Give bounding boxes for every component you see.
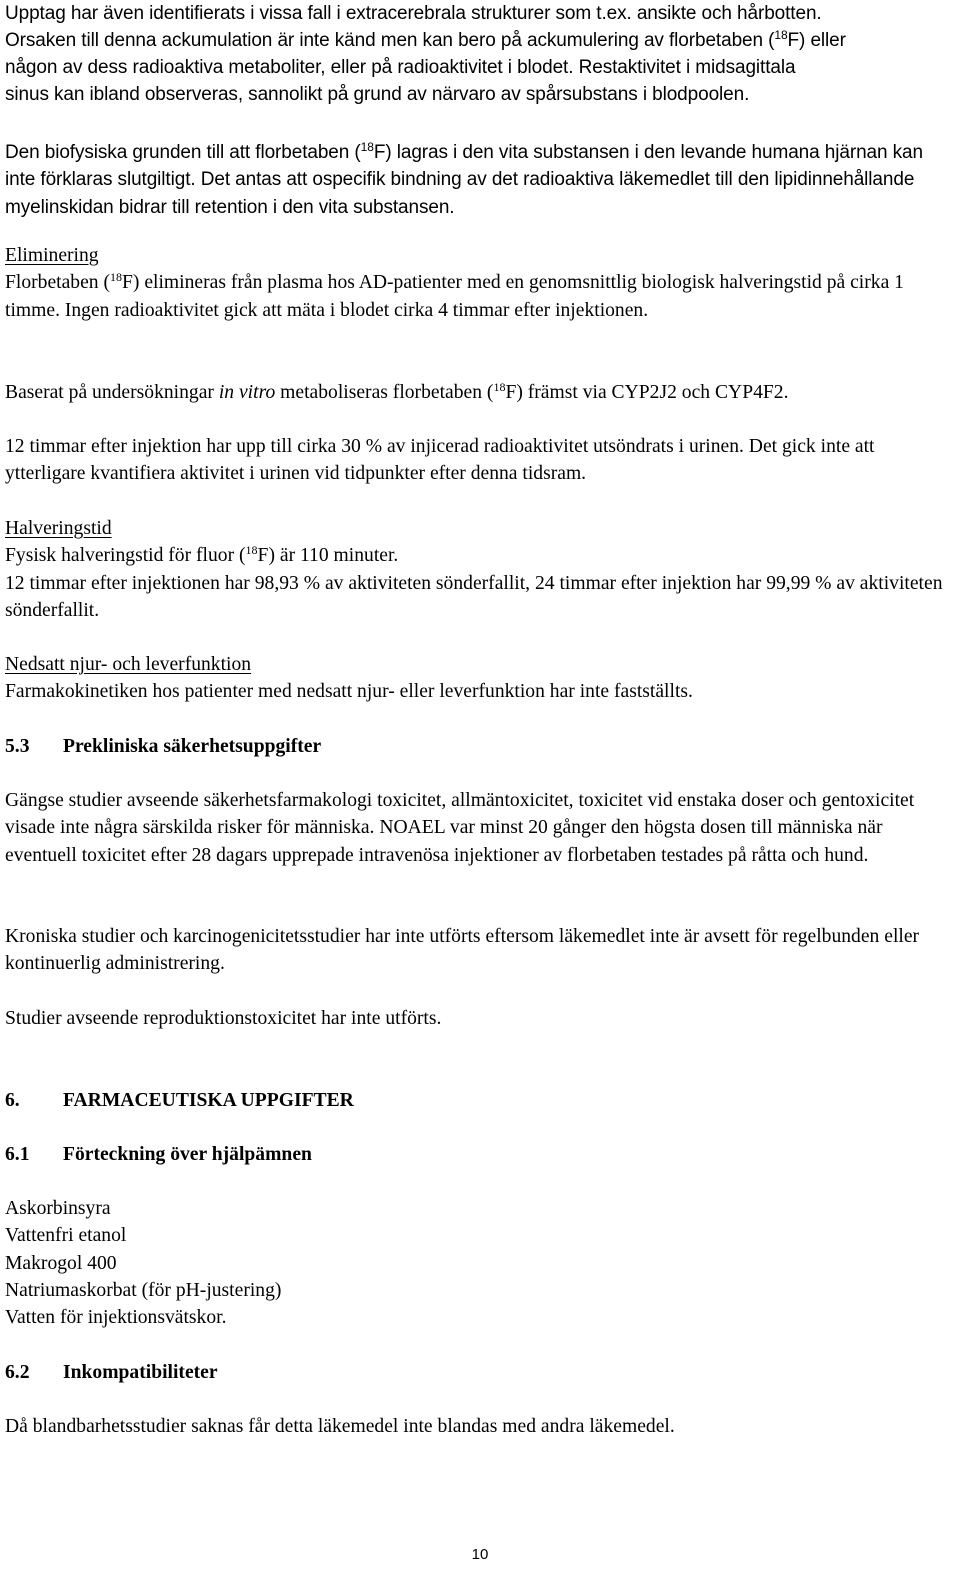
metabolism-text-c: F) främst via CYP2J2 och CYP4F2. [505, 382, 789, 403]
impaired-function-text: Farmakokinetiken hos patienter med nedsatt njur- eller leverfunktion har inte fastställts. [5, 681, 693, 703]
section-title: FARMACEUTISKA UPPGIFTER [63, 1090, 354, 1111]
decay-text: 12 timmar efter injektionen har 98,93 % av aktiviteten sönderfallit, 24 timmar efter injektion har 99,99 % av aktiviteten sönderfallit. [5, 572, 943, 621]
incompatibilities-text: Då blandbarhetsstudier saknas får detta läkemedel inte blandas med andra läkemedel. [5, 1416, 675, 1437]
isotope-superscript: 18 [493, 380, 506, 394]
list-item: Vatten för injektionsvätskor. [5, 1307, 227, 1329]
section-number: 6. [5, 1090, 20, 1111]
paragraph-metabolism [5, 379, 955, 406]
biophysics-text-a: Den biofysiska grunden till att florbetaben ( [5, 142, 361, 163]
isotope-superscript: 18 [774, 28, 788, 42]
half-life-text-b: F) är 110 minuter. [257, 545, 399, 567]
uptake-line-2: Orsaken till denna ackumulation är inte känd men kan bero på ackumulering av florbetaben ( [5, 30, 775, 51]
metabolism-text-b: metaboliseras florbetaben ( [275, 382, 494, 403]
preclinical-text-3: Studier avseende reproduktionstoxicitet har inte utförts. [5, 1008, 442, 1029]
metabolism-text-a: Baserat på undersökningar [5, 382, 219, 403]
page-number: 10 [471, 1546, 489, 1563]
uptake-line-2-end: F) eller [787, 30, 846, 51]
paragraph-incompatibilities [5, 1413, 955, 1440]
list-item: Vattenfri etanol [5, 1225, 127, 1247]
paragraph-preclinical-3 [5, 1005, 955, 1032]
half-life-heading: Halveringstid [5, 518, 112, 539]
section-5-3-heading [5, 733, 321, 760]
elimination-heading: Eliminering [5, 245, 99, 266]
section-number: 5.3 [5, 736, 30, 757]
urine-text: 12 timmar efter injektion har upp till cirka 30 % av injicerad radioaktivitet utsöndrats i urinen. Det gick inte att ytterligare kvantifiera aktivitet i urinen vid tidpunkter efter denna tidsram. [5, 436, 875, 485]
paragraph-preclinical-2 [5, 923, 955, 978]
section-6-heading [5, 1087, 354, 1114]
section-6-2-heading [5, 1359, 218, 1386]
residual-activity-sentence: Restaktivitet i midsagittala [573, 57, 796, 78]
section-6-1-heading [5, 1141, 312, 1168]
section-half-life [5, 515, 955, 624]
section-elimination [5, 242, 955, 324]
elimination-text-a: Florbetaben ( [5, 272, 111, 294]
section-number: 6.1 [5, 1144, 30, 1165]
impaired-function-heading: Nedsatt njur- och leverfunktion [5, 654, 252, 675]
paragraph-preclinical-1 [5, 787, 955, 869]
uptake-line-3: någon av dess radioaktiva metaboliter, eller på radioaktivitet i blodet. [5, 57, 574, 78]
section-title: Förteckning över hjälpämnen [63, 1144, 312, 1165]
elimination-text-b: F) elimineras från plasma hos AD-patienter med en genomsnittlig biologisk halveringstid på cirka 1 timme. Ingen radioaktivitet gick att mäta i blodet cirka 4 timmar efter injektionen. [5, 272, 904, 321]
isotope-superscript: 18 [360, 140, 374, 154]
paragraph-biophysics [5, 134, 955, 221]
biophysics-text-b: F) lagras i den vita substansen i den levande humana hjärnan kan inte förklaras slutgiltigt. [5, 142, 923, 191]
uptake-line-4: sinus kan ibland observeras, sannolikt på grund av närvaro av spårsubstans i blodpoolen. [5, 84, 750, 105]
section-impaired-function [5, 651, 955, 706]
biophysics-text-c: Det antas att ospecifik bindning av det radioaktiva läkemedlet till den lipidinnehållande myelinskidan bidrar till retention i den vita substansen. [5, 169, 915, 218]
paragraph-urine [5, 433, 955, 488]
in-vitro-italic: in vitro [218, 382, 276, 403]
isotope-superscript: 18 [110, 270, 123, 285]
isotope-superscript: 18 [245, 543, 258, 558]
list-item: Makrogol 400 [5, 1252, 117, 1274]
paragraph-uptake [5, 0, 955, 108]
uptake-line-1: Upptag har även identifierats i vissa fall i extracerebrala strukturer som t.ex. ansikte och hårbotten. [5, 3, 822, 24]
list-item: Natriumaskorbat (för pH-justering) [5, 1279, 282, 1301]
preclinical-text-1: Gängse studier avseende säkerhetsfarmakologi toxicitet, allmäntoxicitet, toxicitet vid enstaka doser och gentoxicitet visade inte några särskilda risker för människa. NOAEL var minst 20 gånger den högsta dosen till människa när eventuell toxicitet efter 28 dagars upprepade intravenösa injektioner av florbetaben testades på råtta och hund. [5, 790, 915, 866]
list-item: Askorbinsyra [5, 1198, 111, 1219]
half-life-text-a: Fysisk halveringstid för fluor ( [5, 545, 246, 567]
excipient-list [5, 1195, 955, 1331]
section-number: 6.2 [5, 1362, 30, 1383]
section-title: Inkompatibiliteter [63, 1362, 218, 1383]
preclinical-text-2: Kroniska studier och karcinogenicitetsstudier har inte utförts eftersom läkemedlet inte är avsett för regelbunden eller kontinuerlig administrering. [5, 926, 920, 975]
section-title: Prekliniska säkerhetsuppgifter [63, 736, 322, 757]
